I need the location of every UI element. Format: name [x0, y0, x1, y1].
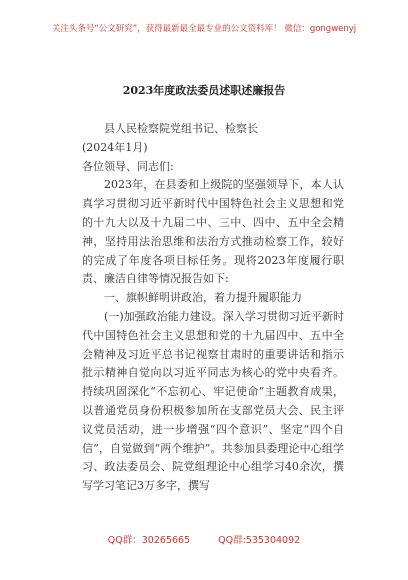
document-body — [82, 120, 344, 496]
author-line: 县人民检察院党组书记、检察长 — [104, 122, 258, 135]
subsection-paragraph-1: (一)加强政治能力建设。深入学习贯彻习近平新时代中国特色社会主义思想和党的十九届四中、五中全会精神及习近平总书记视察甘肃时的重要讲话和指示批示精神自觉向以习近平同志为核心的党中央看齐。持续巩固深化“不忘初心、牢记使命”主题教育成果，以普通党员身份积极参加所在支部党员大会、民主评议党员活动，进一步增强“四个意识”、坚定“四个自信”，自觉做到“两个维护”。共参加县委理论中心组学习、政法委员会、院党组理论中心组学习40余次，撰写学习笔记3万多字，撰写 — [82, 309, 344, 493]
salutation: 各位领导、同志们: — [82, 159, 174, 173]
qq-label-1: QQ群： — [107, 535, 142, 546]
qq-value-1: 30265665 — [141, 535, 191, 546]
header-note: 关注头条号“公文研究”，获得最新最全最专业的公文资料库！ 微信：gongwenyj — [51, 24, 357, 34]
section-heading-1: 一、旗帜鲜明讲政治，着力提升履职能力 — [104, 291, 302, 305]
document-title: 2023年度政法委员述职述廉报告 — [122, 84, 286, 97]
footer-qq-info — [0, 532, 408, 546]
qq-label-2: QQ群: — [218, 535, 246, 546]
intro-paragraph: 2023年，在县委和上级院的坚强领导下，本人认真学习贯彻习近平新时代中国特色社会主义思想和党的十九大以及十九届二中、三中、四中、五中全会精神，坚持用法治思维和法治方式推动检察工作，较好的完成了年度各项目标任务。现将2023年度履行职责、廉洁自律等情况报告如下: — [82, 178, 344, 286]
date-line: (2024年1月) — [82, 140, 148, 154]
qq-value-2: 535304092 — [245, 535, 301, 546]
